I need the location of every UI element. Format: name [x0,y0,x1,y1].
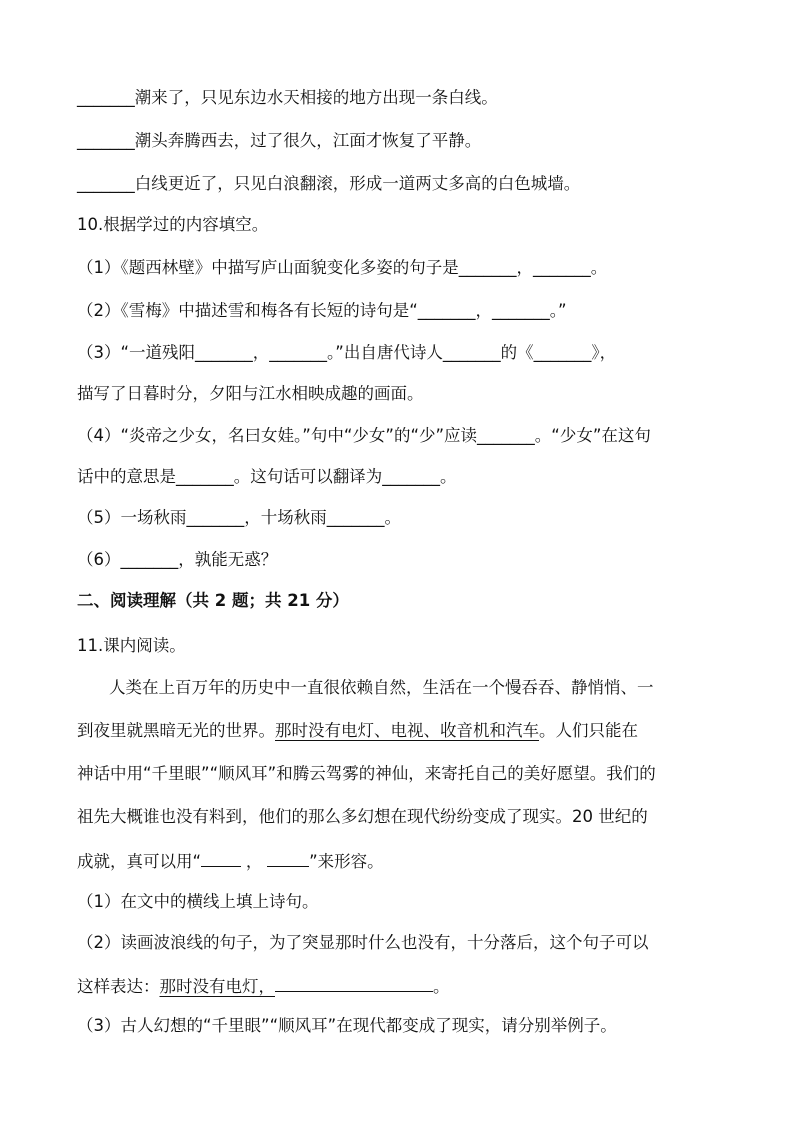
text-line-tide-recedes: _______潮头奔腾西去，过了很久，江面才恢复了平静。 [77,131,482,150]
passage-line-2-start: 到夜里就黑暗无光的世界。 [77,721,275,740]
question-11-item-1: （1）在文中的横线上填上诗句。 [77,892,319,911]
text-line-white-wall: _______白线更近了，只见白浪翻滚，形成一道两丈多高的白色城墙。 [77,174,581,193]
poem-blank-2[interactable] [267,848,309,867]
section-2-heading: 二、阅读理解（共 2 题；共 21 分） [77,591,349,610]
wavy-underlined-sentence: 那时没有电灯、电视、收音机和汽车 [275,721,539,740]
poem-blank-1[interactable] [201,848,241,867]
question-11-item-2-prefix: 这样表达： [77,977,160,996]
question-10-item-4-line-1: （4）“炎帝之少女，名曰女娃。”句中“少女”的“少”应读_______。“少女”在这句 [77,426,651,445]
question-10-item-5: （5）一场秋雨_______，十场秋雨_______。 [77,508,401,527]
passage-line-5-end: ”来形容。 [309,852,384,871]
passage-line-2 [77,719,724,743]
question-10-item-3-line-1: （3）“一道残阳_______，_______。”出自唐代诗人_______的《_______》， [77,343,617,362]
question-10-title: 10.根据学过的内容填空。 [77,215,269,234]
question-11-item-2-line-2 [77,973,724,999]
passage-line-5-start: 成就，真可以用“ [77,852,202,871]
question-10-item-2: （2）《雪梅》中描述雪和梅各有长短的诗句是“_______，_______。” [77,301,567,320]
passage-line-3: 神话中用“千里眼”“顺风耳”和腾云驾雾的神仙，来寄托自己的美好愿望。我们的 [77,764,656,783]
question-11-title: 11.课内阅读。 [77,636,186,655]
passage-line-2-end: 。人们只能在 [539,721,638,740]
passage-line-5 [77,848,724,874]
text-line-tide-arrives: _______潮来了，只见东边水天相接的地方出现一条白线。 [77,88,498,107]
question-11-item-3: （3）古人幻想的“千里眼”“顺风耳”在现代都变成了现实，请分别举例子。 [77,1016,617,1035]
rewrite-answer-blank[interactable] [275,973,433,992]
question-10-item-4-line-2: 话中的意思是_______。这句话可以翻译为_______。 [77,467,457,486]
passage-line-1: 人类在上百万年的历史中一直很依赖自然，生活在一个慢吞吞、静悄悄、一 [109,678,654,697]
rewrite-sentence-start: 那时没有电灯， [159,977,275,996]
question-10-item-1: （1）《题西林壁》中描写庐山面貌变化多姿的句子是_______，_______。 [77,258,608,277]
question-10-item-3-line-2: 描写了日暮时分，夕阳与江水相映成趣的画面。 [77,384,424,403]
question-10-item-6: （6）_______，孰能无惑？ [77,550,278,569]
passage-line-4: 祖先大概谁也没有料到，他们的那么多幻想在现代纷纷变成了现实。20 世纪的 [77,807,648,826]
question-11-item-2-line-1: （2）读画波浪线的句子，为了突显那时什么也没有，十分落后，这个句子可以 [77,933,649,952]
question-11-item-2-end: 。 [433,977,450,996]
poem-separator: ， [245,852,263,871]
